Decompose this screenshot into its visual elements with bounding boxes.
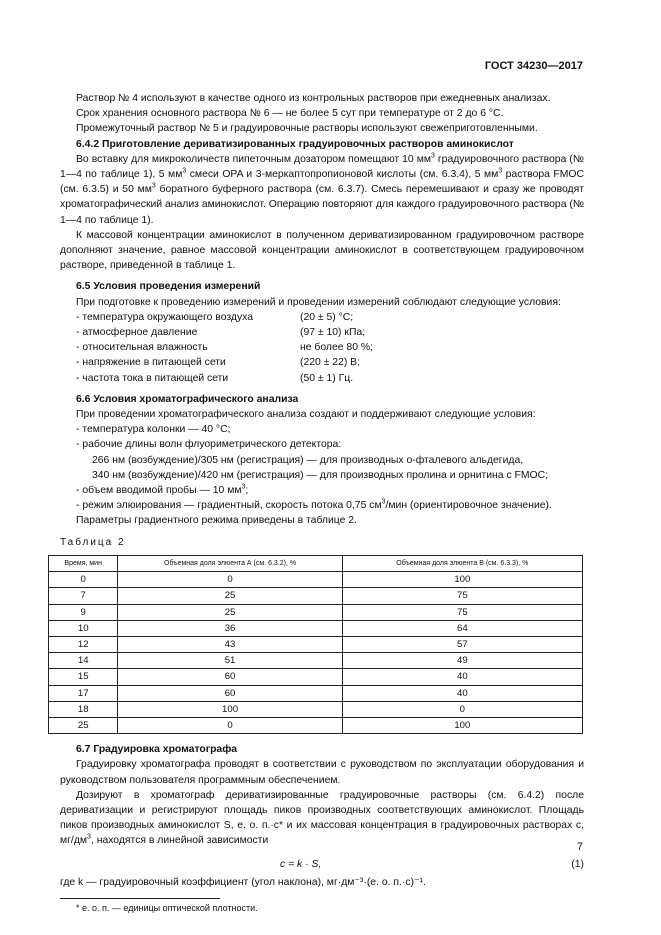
table-cell: 10 (49, 620, 118, 636)
column-header: Объемная доля элюента В (см. 6.3.3), % (342, 555, 582, 571)
table-cell: 12 (49, 636, 118, 652)
table-cell: 9 (49, 604, 118, 620)
table-row (49, 620, 583, 636)
paragraph: Промежуточный раствор № 5 и градуировочные растворы используют свежеприготовленными. (76, 123, 538, 135)
table-row (49, 636, 583, 652)
table-cell: 18 (49, 701, 118, 717)
paragraph: Дозируют в хроматограф дериватизированные градуировочные растворы (см. 6.4.2) после дериватизации и регистрируют площадь пиков производных соответствующих аминокислот. Площадь пиков производных аминокислот S, е. о. п.·с* и их массовая концентрация в градуировочных растворах с, $мг/дм^3$, находятся в линейной зависимости (60, 789, 584, 847)
table-header-row (49, 555, 583, 571)
table-row (49, 572, 583, 588)
table-cell: 17 (49, 685, 118, 701)
table-cell: 51 (118, 653, 342, 669)
table-cell: 60 (118, 669, 342, 685)
paragraph: При проведении хроматографического анализа создают и поддерживают следующие условия: (76, 409, 536, 421)
list-item: - режим элюирования — градиентный, скорость потока 0,75 $см^3$/мин (ориентировочное значение). (76, 498, 552, 512)
table-row (49, 685, 583, 701)
table-cell: 100 (342, 572, 582, 588)
table-row (49, 653, 583, 669)
condition-row: - частота тока в питающей сети (50 ± 1) Гц. (76, 372, 354, 384)
paragraph: Срок хранения основного раствора № 6 — не более 5 сут при температуре от 2 до 6 °С. (76, 108, 504, 120)
table-cell: 100 (118, 701, 342, 717)
condition-row: - относительная влажность не более 80 %; (76, 342, 373, 354)
list-item: 266 нм (возбуждение)/305 нм (регистрация) — для производных о-фталевого альдегида, (92, 454, 524, 466)
gradient-table (48, 555, 583, 734)
table-row (49, 604, 583, 620)
formula-explanation: где k — градуировочный коэффициент (угол наклона), мг·дм⁻³·(е. о. п.·с)⁻¹. (60, 876, 426, 888)
footnote-divider (60, 898, 220, 899)
condition-row: - температура окружающего воздуха (20 ± 5) °С; (76, 311, 354, 323)
column-header: Время, мин (49, 555, 118, 571)
table-caption: Таблица 2 (60, 536, 126, 548)
list-item: - объем вводимой пробы — 10 $мм^3$; (76, 483, 249, 497)
table-cell: 75 (342, 604, 582, 620)
condition-row: - атмосферное давление (97 ± 10) кПа; (76, 327, 366, 339)
paragraph: При подготовке к проведению измерений и проведении измерений соблюдают следующие условия: (76, 296, 561, 308)
paragraph: Раствор № 4 используют в качестве одного из контрольных растворов при ежедневных анализах. (76, 93, 551, 104)
section-heading-6-7: 6.7 Градуировка хроматографа (76, 744, 238, 756)
table-cell: 0 (118, 717, 342, 733)
list-item: 340 нм (возбуждение)/420 нм (регистрация) — для производных пролина и орнитина с FMOC; (92, 469, 549, 481)
paragraph: Параметры градиентного режима приведены в таблице 2. (76, 515, 357, 527)
table-cell: 75 (342, 588, 582, 604)
section-heading-6-6: 6.6 Условия хроматографического анализа (76, 393, 299, 405)
column-header: Объемная доля элюента А (см. 6.3.2), % (118, 555, 342, 571)
section-heading-6-5: 6.5 Условия проведения измерений (76, 281, 261, 293)
table-cell: 0 (49, 572, 118, 588)
table-row (49, 588, 583, 604)
table-cell: 14 (49, 653, 118, 669)
condition-row: - напряжение в питающей сети (220 ± 22) В; (76, 357, 360, 369)
table-cell: 15 (49, 669, 118, 685)
document-code: ГОСТ 34230—2017 (484, 60, 583, 72)
table-row (49, 701, 583, 717)
table-cell: 0 (342, 701, 582, 717)
table-cell: 64 (342, 620, 582, 636)
table-cell: 60 (118, 685, 342, 701)
paragraph: Градуировку хроматографа проводят в соответствии с руководством по эксплуатации оборудования и руководством пользователя программным обеспечением. (60, 759, 584, 786)
table-cell: 100 (342, 717, 582, 733)
page-number: 7 (576, 841, 583, 853)
table-cell: 25 (118, 604, 342, 620)
list-item: - температура колонки — 40 °С; (76, 424, 231, 436)
table-cell: 25 (49, 717, 118, 733)
paragraph-6-4-2-1: Во вставку для микроколичеств пипеточным дозатором помещают 10 $мм^3$ градуировочного раствора (№ 1—4 по таблице 1), 5 $мм^3$ смеси OPA и 3-меркаптопропионовой кислоты (см. 6.3.4), 5 $мм^3$ раствора FMOC (см. 6.3.5) и 50 $мм^3$ боратного буферного раствора (см. 6.3.7). Смесь перемешивают и сразу же проводят хроматографический анализ аминокислот. Операцию повторяют для каждого градуировочного раствора (№ 1—4 по таблице 1). (60, 152, 584, 226)
section-heading-6-4-2: 6.4.2 Приготовление дериватизированных градуировочных растворов аминокислот (76, 138, 514, 150)
table-cell: 7 (49, 588, 118, 604)
footnote: * е. о. п. — единицы оптической плотности. (76, 902, 258, 913)
formula-1 (60, 855, 584, 875)
table-cell: 0 (118, 572, 342, 588)
formula-expression: c = k · S, (280, 858, 322, 870)
table-cell: 40 (342, 669, 582, 685)
table-cell: 43 (118, 636, 342, 652)
table-cell: 57 (342, 636, 582, 652)
table-row (49, 717, 583, 733)
table-cell: 40 (342, 685, 582, 701)
table-row (49, 669, 583, 685)
table-cell: 49 (342, 653, 582, 669)
formula-number: (1) (571, 858, 584, 870)
page-content (60, 91, 584, 916)
list-item: - рабочие длины волн флуориметрического детектора: (76, 439, 342, 451)
table-cell: 25 (118, 588, 342, 604)
table-cell: 36 (118, 620, 342, 636)
paragraph-6-4-2-2: К массовой концентрации аминокислот в полученном дериватизированном градуировочном растворе дополняют значение, равное массовой концентрации аминокислот в соответствующем градуировочном растворе, приведенной в таблице 1. (60, 229, 584, 272)
